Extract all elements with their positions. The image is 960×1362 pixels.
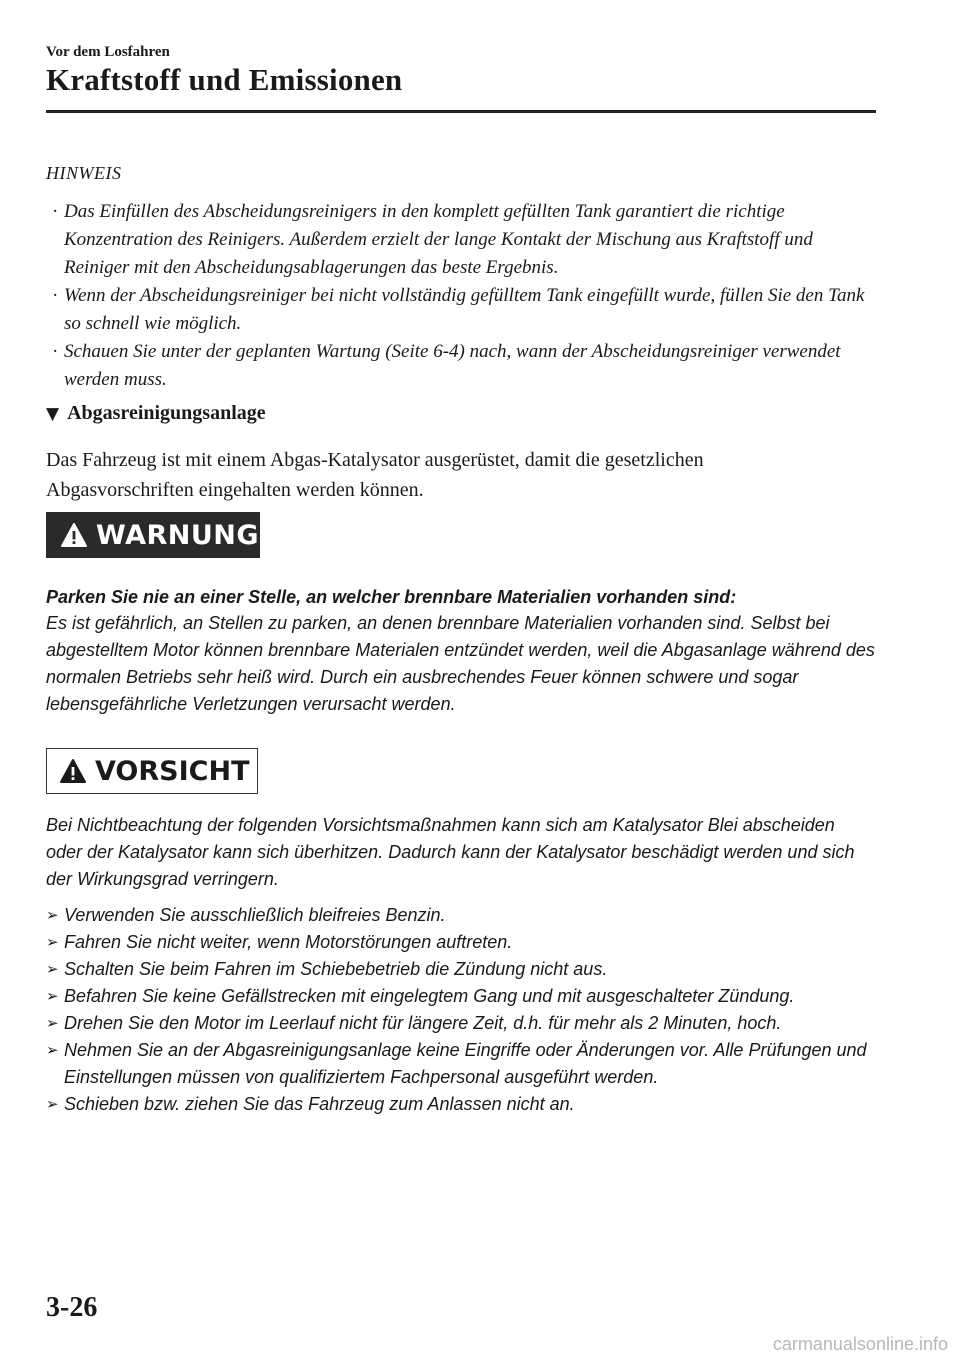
- arrow-bullet-icon: ➢: [46, 1095, 59, 1113]
- page-number: 3-26: [46, 1292, 98, 1323]
- warning-badge: [46, 512, 260, 558]
- caution-item: ➢ Befahren Sie keine Gefällstrecken mit eingelegtem Gang und mit ausgeschalteter Zündung.: [46, 983, 886, 1010]
- note-item: · Wenn der Abscheidungsreiniger bei nicht vollständig gefülltem Tank eingefüllt wurde, füllen Sie den Tank so schnell wie möglich.: [46, 282, 876, 338]
- title-rule: [46, 110, 876, 113]
- warning-body: Es ist gefährlich, an Stellen zu parken, an denen brennbare Materialien vorhanden sind. Selbst bei abgestelltem Motor können brennbare Materialen entzündet werden, weil die Abgasanlage während des normalen Betriebs sehr heiß wird. Durch ein ausbrechendes Feuer können schwere und sogar lebensgefährliche Verletzungen verursacht werden.: [46, 613, 875, 714]
- caution-item: ➢ Drehen Sie den Motor im Leerlauf nicht für längere Zeit, d.h. für mehr als 2 Minuten, hoch.: [46, 1010, 886, 1037]
- section-intro: Das Fahrzeug ist mit einem Abgas-Katalysator ausgerüstet, damit die gesetzlichen Abgasvorschriften eingehalten werden können.: [46, 449, 704, 501]
- warning-label: WARNUNG: [96, 519, 260, 551]
- section-label: Vor dem Losfahren: [46, 44, 170, 60]
- arrow-bullet-icon: ➢: [46, 933, 59, 951]
- caution-triangle-icon: [59, 758, 87, 784]
- note-heading: HINWEIS: [46, 163, 122, 183]
- arrow-bullet-icon: ➢: [46, 1014, 59, 1032]
- arrow-bullet-icon: ➢: [46, 960, 59, 978]
- caution-body: Bei Nichtbeachtung der folgenden Vorsichtsmaßnahmen kann sich am Katalysator Blei abscheiden oder der Katalysator kann sich überhitzen. Dadurch kann der Katalysator beschädigt werden und sich der Wirkungsgrad verringern.: [46, 815, 855, 889]
- bullet-dot-icon: ·: [52, 201, 59, 222]
- warning-triangle-icon: [60, 522, 88, 548]
- note-item: · Schauen Sie unter der geplanten Wartung (Seite 6-4) nach, wann der Abscheidungsreiniger verwendet werden muss.: [46, 338, 876, 394]
- watermark: carmanualsonline.info: [772, 1334, 948, 1354]
- caution-item: ➢ Fahren Sie nicht weiter, wenn Motorstörungen auftreten.: [46, 929, 886, 956]
- caution-item: ➢ Verwenden Sie ausschließlich bleifreies Benzin.: [46, 902, 886, 929]
- arrow-bullet-icon: ➢: [46, 1041, 59, 1059]
- caution-badge: [46, 748, 258, 794]
- caution-list: [46, 902, 886, 1118]
- bullet-dot-icon: ·: [52, 341, 59, 362]
- note-item: · Das Einfüllen des Abscheidungsreinigers in den komplett gefüllten Tank garantiert die richtige Konzentration des Reinigers. Außerdem erzielt der lange Kontakt der Mischung aus Kraftstoff und Reiniger mit den Abscheidungsablagerungen das beste Ergebnis.: [46, 198, 876, 282]
- caution-item: ➢ Nehmen Sie an der Abgasreinigungsanlage keine Eingriffe oder Änderungen vor. Alle Prüfungen und Einstellungen müssen von qualifiziertem Fachpersonal ausgeführt werden.: [46, 1037, 886, 1091]
- warning-heading: Parken Sie nie an einer Stelle, an welcher brennbare Materialien vorhanden sind:: [46, 587, 737, 607]
- triangle-down-icon: ▼: [46, 403, 60, 424]
- note-list: [46, 198, 876, 394]
- page-title: Kraftstoff und Emissionen: [46, 62, 403, 97]
- arrow-bullet-icon: ➢: [46, 987, 59, 1005]
- section-heading: ▼ Abgasreinigungsanlage: [46, 402, 266, 424]
- bullet-dot-icon: ·: [52, 285, 59, 306]
- caution-item: ➢ Schieben bzw. ziehen Sie das Fahrzeug zum Anlassen nicht an.: [46, 1091, 886, 1118]
- caution-label: VORSICHT: [95, 755, 250, 787]
- arrow-bullet-icon: ➢: [46, 906, 59, 924]
- caution-item: ➢ Schalten Sie beim Fahren im Schiebebetrieb die Zündung nicht aus.: [46, 956, 886, 983]
